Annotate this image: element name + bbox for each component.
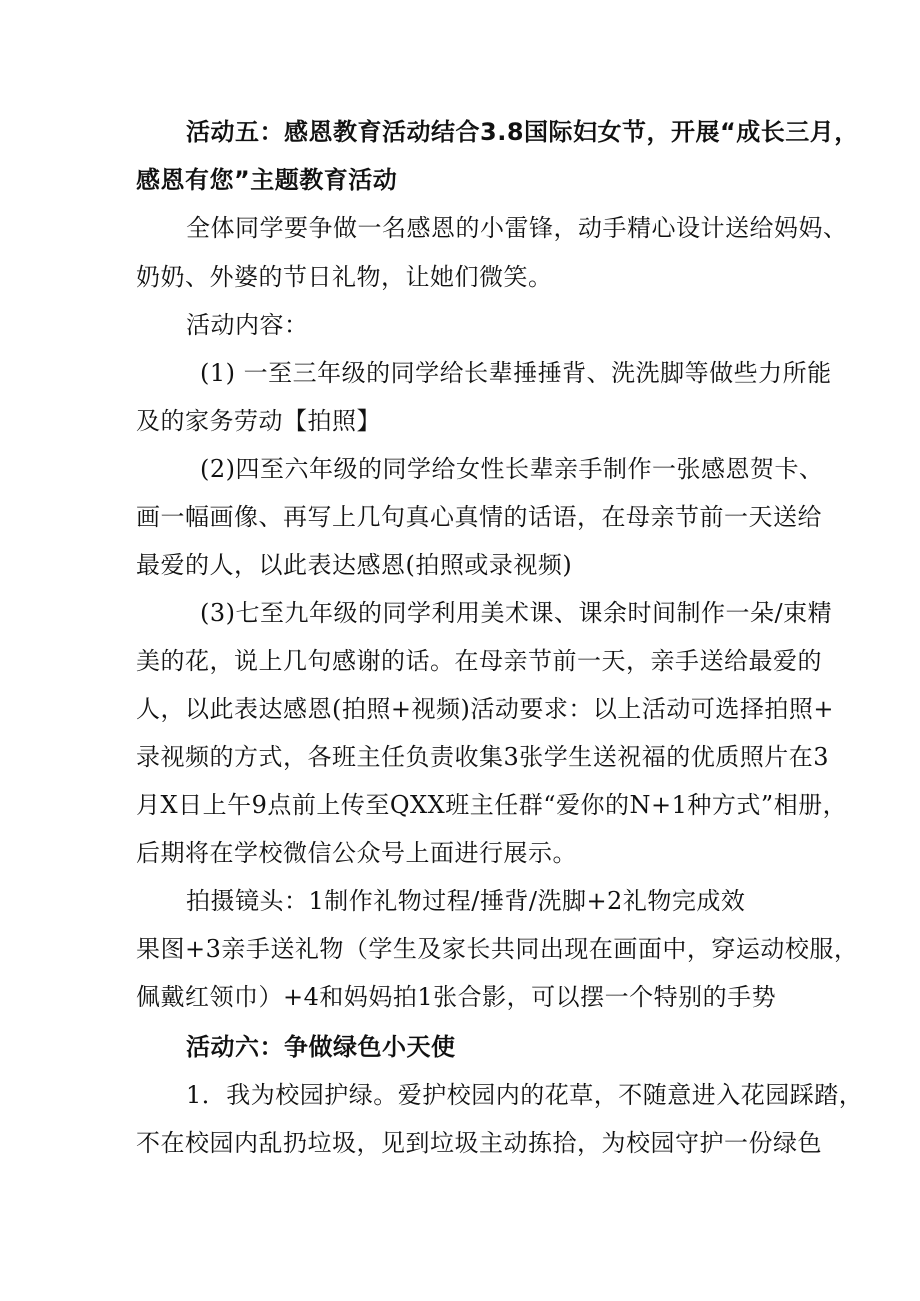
activity6-item1-line2: 不在校园内乱扔垃圾，见到垃圾主动拣拾，为校园守护一份绿色 [136,1129,822,1157]
activity5-heading-line2: 感恩有您”主题教育活动 [136,166,398,194]
activity5-intro-line1: 全体同学要争做一名感恩的小雷锋，动手精心设计送给妈妈、 [186,214,848,242]
activity5-shoot-line3: 佩戴红领巾）+4和妈妈拍1张合影，可以摆一个特别的手势 [136,983,777,1011]
activity6-heading: 活动六：争做绿色小天使 [186,1033,456,1061]
activity5-item2-line3: 最爱的人，以此表达感恩(拍照或录视频) [136,551,573,579]
activity5-shoot-line2: 果图+3亲手送礼物（学生及家长共同出现在画面中，穿运动校服， [136,935,859,963]
activity5-intro-line2: 奶奶、外婆的节日礼物，让她们微笑。 [136,263,553,291]
activity5-item2-line1: (2)四至六年级的同学给女性长辈亲手制作一张感恩贺卡、 [200,455,824,483]
activity5-item3-line3: 人，以此表达感恩(拍照+视频)活动要求：以上活动可选择拍照+ [136,695,834,723]
activity5-item2-line2: 画一幅画像、再写上几句真心真情的话语，在母亲节前一天送给 [136,503,822,531]
activity5-item1-line1: (1) 一至三年级的同学给长辈捶捶背、洗洗脚等做些力所能 [200,359,832,387]
activity5-shoot-line1: 拍摄镜头：1制作礼物过程/捶背/洗脚+2礼物完成效 [186,887,746,915]
activity5-item3-line4: 录视频的方式，各班主任负责收集3张学生送祝福的优质照片在3 [136,743,830,771]
activity6-item1-line1: 1．我为校园护绿。爱护校园内的花草，不随意进入花园踩踏， [186,1081,864,1109]
activity5-heading-line1: 活动五：感恩教育活动结合3.8国际妇女节，开展“成长三月， [186,118,859,146]
activity5-item3-line1: (3)七至九年级的同学利用美术课、课余时间制作一朵/束精 [200,599,833,627]
activity5-item3-line6: 后期将在学校微信公众号上面进行展示。 [136,839,577,867]
activity5-item3-line2: 美的花，说上几句感谢的话。在母亲节前一天，亲手送给最爱的 [136,647,822,675]
activity5-item1-line2: 及的家务劳动【拍照】 [136,407,381,435]
activity5-content-label: 活动内容： [186,311,309,339]
activity5-item3-line5: 月X日上午9点前上传至QXX班主任群“爱你的N+1种方式”相册， [136,791,848,819]
